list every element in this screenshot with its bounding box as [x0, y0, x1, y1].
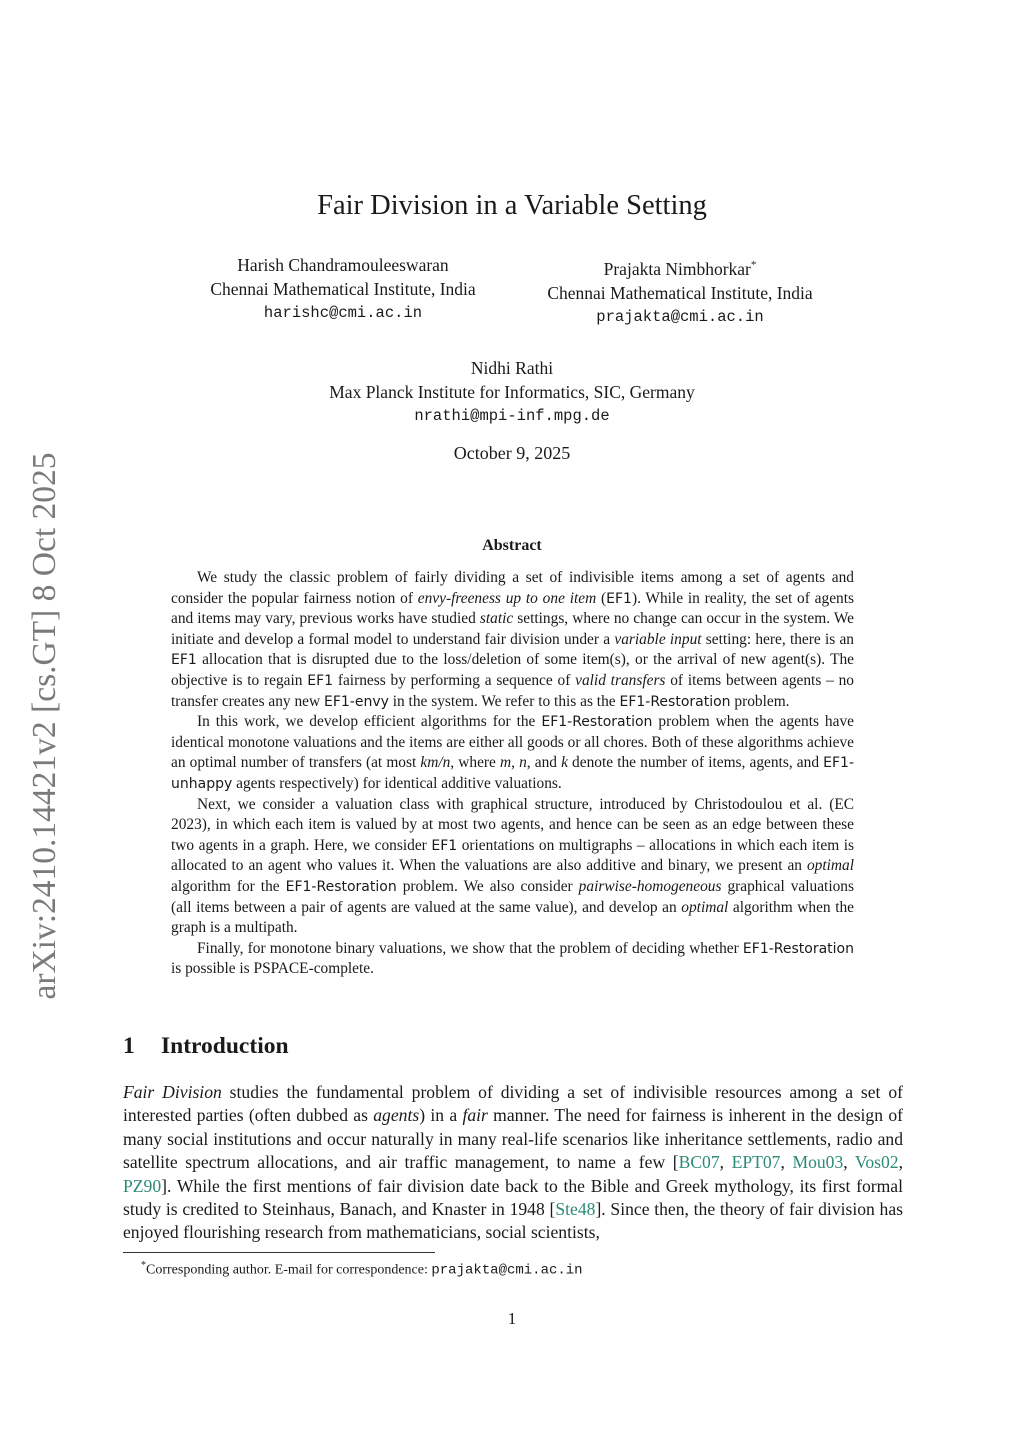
intro-paragraph: Fair Division studies the fundamental problem of dividing a set of indivisible resources among a set of interested parties (often dubbed as agents) in a fair manner. The need for fairness is inherent in the design of many social institutions and occur naturally in many real-life scenarios like inheritance settlements, radio and satellite spectrum allocations, and air traffic management, to name a few [BC07, EPT07, Mou03, Vos02, PZ90]. While the first mentions of fair division date back to the Bible and Greek mythology, its first formal study is credited to Steinhaus, Banach, and Knaster in 1948 [Ste48]. Since then, the theory of fair division has enjoyed flourishing research from mathematicians, social scientists, [123, 1082, 904, 1243]
footnote-marker[interactable]: * [750, 259, 757, 271]
intro-body [123, 1081, 903, 1245]
page-number: 1 [507, 1309, 517, 1328]
author-block-2 [510, 253, 850, 329]
abstract-paragraph: We study the classic problem of fairly dividing a set of indivisible items among a set of agents and consider the popular fairness notion of envy-freeness up to one item (EF1). While in reality, the set of agents and items may vary, previous works have studied static settings, where no change can occur in the system. We initiate and develop a formal model to understand fair division under a variable input setting: here, there is an EF1 allocation that is disrupted due to the loss/deletion of some item(s), or the arrival of new agent(s). The objective is to regain EF1 fairness by performing a sequence of valid transfers of items between agents – no transfer creates any new EF1-envy in the system. We refer to this as the EF1-Restoration problem. [171, 569, 854, 710]
abstract-body [171, 568, 854, 980]
author-name: Prajakta Nimbhorkar [603, 258, 751, 279]
section-title: Introduction [161, 1033, 289, 1059]
paper-title: Fair Division in a Variable Setting [317, 190, 707, 221]
author-affiliation: Chennai Mathematical Institute, India [547, 282, 813, 303]
footnote-rule [123, 1252, 435, 1253]
citation-link[interactable]: Vos02 [854, 1152, 899, 1173]
author-affiliation: Max Planck Institute for Informatics, SIC, Germany [329, 382, 695, 402]
author-name: Harish Chandramouleeswaran [237, 255, 449, 275]
author-email[interactable]: prajakta@cmi.ac.in [596, 307, 764, 326]
footnote [141, 1260, 583, 1279]
abstract-paragraph: In this work, we develop efficient algorithms for the EF1-Restoration problem when the agents have identical monotone valuations and the items are either all goods or all chores. Both of these algorithms achieve an optimal number of transfers (at most km/n, where m, n, and k denote the number of items, agents, and EF1-unhappy agents respectively) for identical additive valuations. [171, 713, 854, 792]
author-name: Nidhi Rathi [470, 358, 554, 378]
section-number: 1 [123, 1033, 135, 1059]
section-heading [123, 1033, 289, 1060]
citation-link[interactable]: PZ90 [123, 1175, 162, 1196]
author-block-3 [0, 356, 1024, 428]
paper-date: October 9, 2025 [453, 443, 571, 463]
author-affiliation: Chennai Mathematical Institute, India [210, 279, 476, 299]
footnote-email[interactable]: prajakta@cmi.ac.in [431, 1262, 583, 1279]
citation-link[interactable]: BC07 [678, 1152, 720, 1173]
author-email[interactable]: nrathi@mpi-inf.mpg.de [414, 407, 610, 425]
arxiv-identifier: arXiv:2410.14421v2 [cs.GT] 8 Oct 2025 [26, 452, 63, 1000]
citation-link[interactable]: Ste48 [555, 1199, 596, 1220]
footnote-marker: * [141, 1260, 146, 1271]
abstract-heading: Abstract [482, 537, 542, 554]
abstract-paragraph: Next, we consider a valuation class with graphical structure, introduced by Christodoulou et al. (EC 2023), in which each item is valued by at most two agents, and hence can be seen as an edge between these two agents in a graph. Here, we consider EF1 orientations on multigraphs – allocations in which each item is allocated to an agent who values it. When the valuations are also additive and binary, we present an optimal algorithm for the EF1-Restoration problem. We also consider pairwise-homogeneous graphical valuations (all items between a pair of agents are valued at the same value), and develop an optimal algorithm when the graph is a multipath. [171, 795, 855, 937]
author-email[interactable]: harishc@cmi.ac.in [263, 304, 423, 322]
citation-link[interactable]: Mou03 [792, 1152, 844, 1173]
author-block-1 [173, 253, 513, 325]
abstract-paragraph: Finally, for monotone binary valuations, we show that the problem of deciding whether EF1-Restoration is possible is PSPACE-complete. [171, 939, 854, 978]
footnote-text: Corresponding author. E-mail for correspondence: [146, 1262, 432, 1278]
citation-link[interactable]: EPT07 [731, 1152, 781, 1173]
